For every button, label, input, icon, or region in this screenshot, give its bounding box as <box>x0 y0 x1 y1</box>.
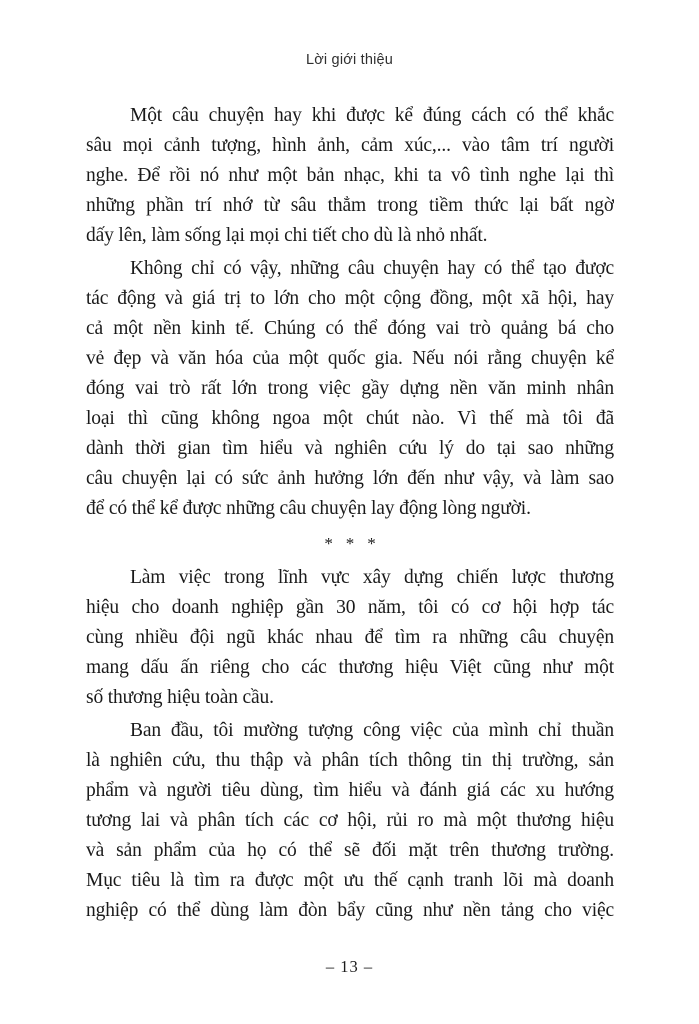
text-line: để có thể kể được những câu chuyện lay động lòng người. <box>86 498 531 519</box>
text-line: phẩm và người tiêu dùng, tìm hiểu và đánh giá các xu hướng <box>86 780 614 801</box>
text-line: Một câu chuyện hay khi được kể đúng cách có thể khắc <box>130 105 614 126</box>
text-line: những phần trí nhớ từ sâu thẳm trong tiềm thức lại bất ngờ <box>86 195 614 216</box>
text-line: câu chuyện lại có sức ảnh hưởng lớn đến như vậy, và làm sao <box>86 468 614 489</box>
text-line: Ban đầu, tôi mường tượng công việc của mình chỉ thuần <box>130 720 614 741</box>
paragraph <box>86 254 614 524</box>
text-line: loại thì cũng không ngoa một chút nào. Vì thế mà tôi đã <box>86 408 614 429</box>
text-line: là nghiên cứu, thu thập và phân tích thông tin thị trường, sản <box>86 750 614 771</box>
page-number: – 13 – <box>325 957 374 976</box>
text-line: Làm việc trong lĩnh vực xây dựng chiến lược thương <box>130 567 614 588</box>
text-line: số thương hiệu toàn cầu. <box>86 687 274 708</box>
text-line: mang dấu ấn riêng cho các thương hiệu Việt cũng như một <box>86 657 614 678</box>
text-line: tương lai và phân tích các cơ hội, rủi ro mà một thương hiệu <box>86 810 614 831</box>
text-line: đóng vai trò rất lớn trong việc gầy dựng nền văn minh nhân <box>86 378 614 399</box>
text-line: dành thời gian tìm hiểu và nghiên cứu lý do tại sao những <box>86 438 614 459</box>
text-line: Không chỉ có vậy, những câu chuyện hay có thể tạo được <box>130 258 614 279</box>
text-line: cả một nền kinh tế. Chúng có thể đóng vai trò quảng bá cho <box>86 318 614 339</box>
running-header: Lời giới thiệu <box>305 52 394 68</box>
text-line: cùng nhiều đội ngũ khác nhau để tìm ra những câu chuyện <box>86 627 614 648</box>
paragraph <box>86 563 614 713</box>
text-line: nghe. Để rồi nó như một bản nhạc, khi ta vô tình nghe lại thì <box>86 165 614 186</box>
text-line: nghiệp có thể dùng làm đòn bẩy cũng như nền tảng cho việc <box>86 900 614 921</box>
paragraph <box>86 101 614 251</box>
page-body <box>86 101 614 929</box>
paragraph <box>86 716 614 926</box>
text-line: vẻ đẹp và văn hóa của một quốc gia. Nếu nói rằng chuyện kể <box>86 348 614 369</box>
text-line: hiệu cho doanh nghiệp gần 30 năm, tôi có cơ hội hợp tác <box>86 597 614 618</box>
text-line: dấy lên, làm sống lại mọi chi tiết cho dù là nhỏ nhất. <box>86 225 488 246</box>
section-separator: * * * <box>324 534 376 553</box>
text-line: Mục tiêu là tìm ra được một ưu thế cạnh tranh lõi mà doanh <box>86 870 614 891</box>
text-line: và sản phẩm của họ có thể sẽ đối mặt trên thương trường. <box>86 840 614 861</box>
text-line: tác động và giá trị to lớn cho một cộng đồng, một xã hội, hay <box>86 288 614 309</box>
text-line: sâu mọi cảnh tượng, hình ảnh, cảm xúc,... vào tâm trí người <box>86 135 614 156</box>
